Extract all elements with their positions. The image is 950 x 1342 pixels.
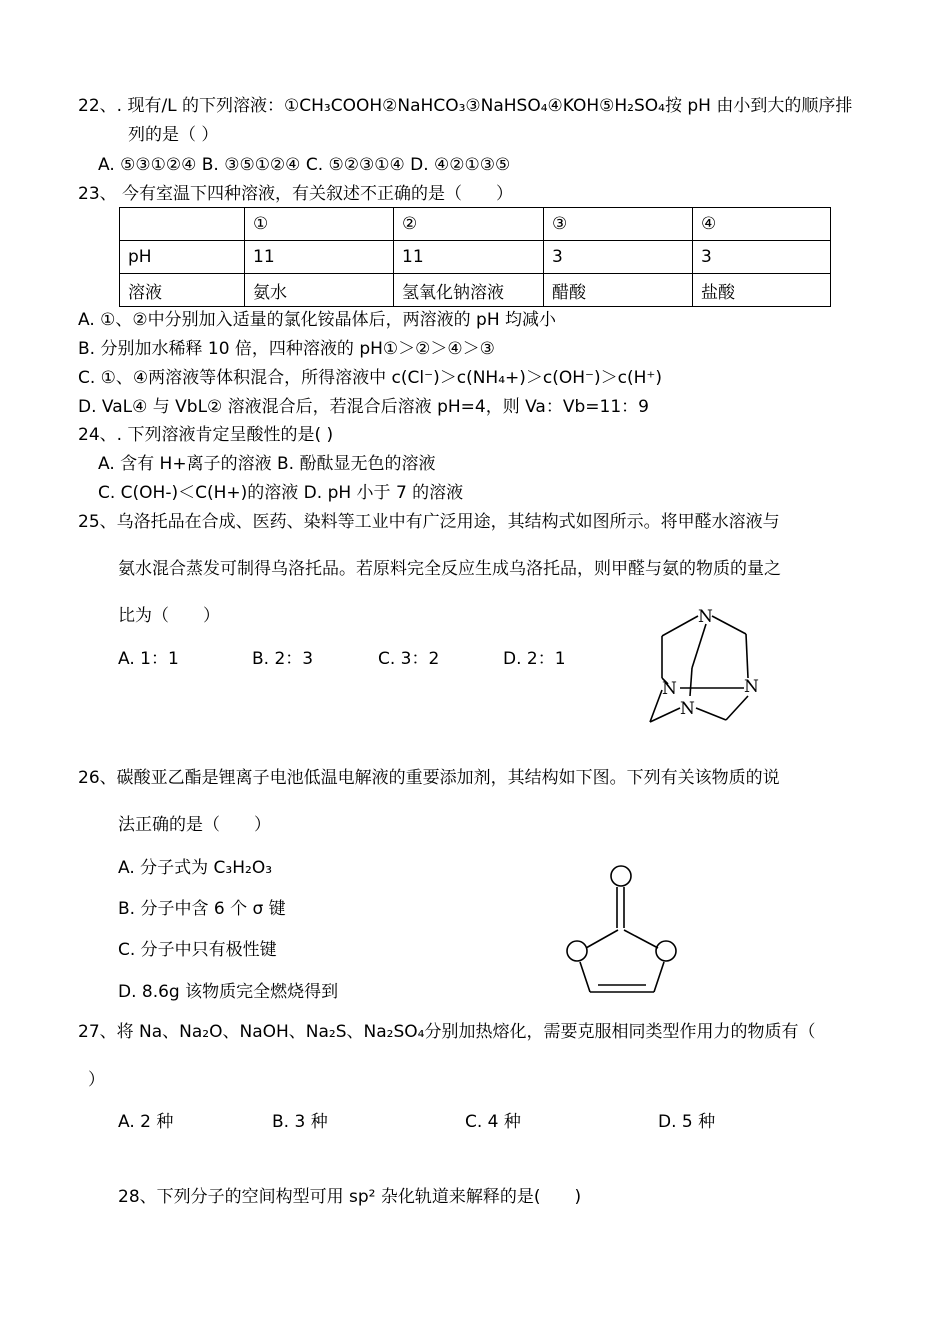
table-cell: pH xyxy=(120,241,245,274)
table-cell: 氨水 xyxy=(245,274,394,307)
q26-line1: 26、碳酸亚乙酯是锂离子电池低温电解液的重要添加剂，其结构如下图。下列有关该物质的说 xyxy=(78,768,780,788)
q23-stem: 23、 今有室温下四种溶液，有关叙述不正确的是（ ） xyxy=(78,184,514,204)
table-cell: 3 xyxy=(693,241,831,274)
table-cell xyxy=(120,208,245,241)
table-cell: ① xyxy=(245,208,394,241)
q25-line2: 氨水混合蒸发可制得乌洛托品。若原料完全反应生成乌洛托品，则甲醛与氨的物质的量之 xyxy=(118,559,781,579)
urotropine-structure-diagram xyxy=(640,598,780,733)
ethylene-carbonate-structure-diagram xyxy=(558,852,688,1002)
q23-table xyxy=(119,207,831,307)
atom-label-n-right: N xyxy=(744,677,759,697)
q26-option-a: A. 分子式为 C₃H₂O₃ xyxy=(118,858,273,878)
table-cell: 盐酸 xyxy=(693,274,831,307)
atom-label-n-top: N xyxy=(698,607,713,627)
q27-option-d: D. 5 种 xyxy=(658,1112,716,1132)
atom-label-n-bottom: N xyxy=(680,699,695,719)
q24-options-cd: C. C(OH-)＜C(H+)的溶液 D. pH 小于 7 的溶液 xyxy=(98,483,464,503)
q28-stem: 28、下列分子的空间构型可用 sp² 杂化轨道来解释的是( ) xyxy=(118,1187,582,1207)
table-cell: ② xyxy=(394,208,544,241)
q24-stem: 24、. 下列溶液肯定呈酸性的是( ) xyxy=(78,425,334,445)
q23-option-b: B. 分别加水稀释 10 倍，四种溶液的 pH①＞②＞④＞③ xyxy=(78,339,495,359)
table-cell: 11 xyxy=(394,241,544,274)
table-cell: 11 xyxy=(245,241,394,274)
q23-option-d: D. VaL④ 与 VbL② 溶液混合后，若混合后溶液 pH=4，则 Va：Vb=11：9 xyxy=(78,397,649,417)
q26-option-d: D. 8.6g 该物质完全燃烧得到 xyxy=(118,982,339,1002)
q25-line1: 25、乌洛托品在合成、医药、染料等工业中有广泛用途，其结构式如图所示。将甲醛水溶液与 xyxy=(78,512,780,532)
q27-option-b: B. 3 种 xyxy=(272,1112,328,1132)
q25-option-b: B. 2：3 xyxy=(252,649,314,669)
q25-option-a: A. 1：1 xyxy=(118,649,179,669)
q27-option-c: C. 4 种 xyxy=(465,1112,521,1132)
atom-label-n-left: N xyxy=(662,679,677,699)
table-cell: ③ xyxy=(544,208,693,241)
table-cell: 3 xyxy=(544,241,693,274)
q22-line1: 22、. 现有/L 的下列溶液：①CH₃COOH②NaHCO₃③NaHSO₄④KOH⑤H₂SO₄按 pH 由小到大的顺序排 xyxy=(78,96,853,116)
table-cell: 氢氧化钠溶液 xyxy=(394,274,544,307)
table-cell: ④ xyxy=(693,208,831,241)
table-cell: 醋酸 xyxy=(544,274,693,307)
q23-option-a: A. ①、②中分别加入适量的氯化铵晶体后，两溶液的 pH 均减小 xyxy=(78,310,556,330)
q26-option-c: C. 分子中只有极性键 xyxy=(118,940,277,960)
table-row xyxy=(120,241,831,274)
table-header-row xyxy=(120,208,831,241)
q26-option-b: B. 分子中含 6 个 σ 键 xyxy=(118,899,286,919)
table-row xyxy=(120,274,831,307)
q25-line3: 比为（ ） xyxy=(118,606,220,626)
q27-option-a: A. 2 种 xyxy=(118,1112,174,1132)
q25-option-c: C. 3：2 xyxy=(378,649,440,669)
q25-option-d: D. 2：1 xyxy=(503,649,566,669)
table-cell: 溶液 xyxy=(120,274,245,307)
q23-option-c: C. ①、④两溶液等体积混合，所得溶液中 c(Cl⁻)＞c(NH₄+)＞c(OH⁻)＞c(H⁺) xyxy=(78,368,663,388)
q27-line1: 27、将 Na、Na₂O、NaOH、Na₂S、Na₂SO₄分别加热熔化，需要克服相同类型作用力的物质有（ xyxy=(78,1022,816,1042)
q26-line2: 法正确的是（ ） xyxy=(118,815,271,835)
q22-options: A. ⑤③①②④ B. ③⑤①②④ C. ⑤②③①④ D. ④②①③⑤ xyxy=(98,155,511,175)
q22-line2: 列的是（ ） xyxy=(128,125,219,145)
q27-line2: ） xyxy=(88,1070,105,1090)
q24-options-ab: A. 含有 H+离子的溶液 B. 酚酞显无色的溶液 xyxy=(98,454,436,474)
